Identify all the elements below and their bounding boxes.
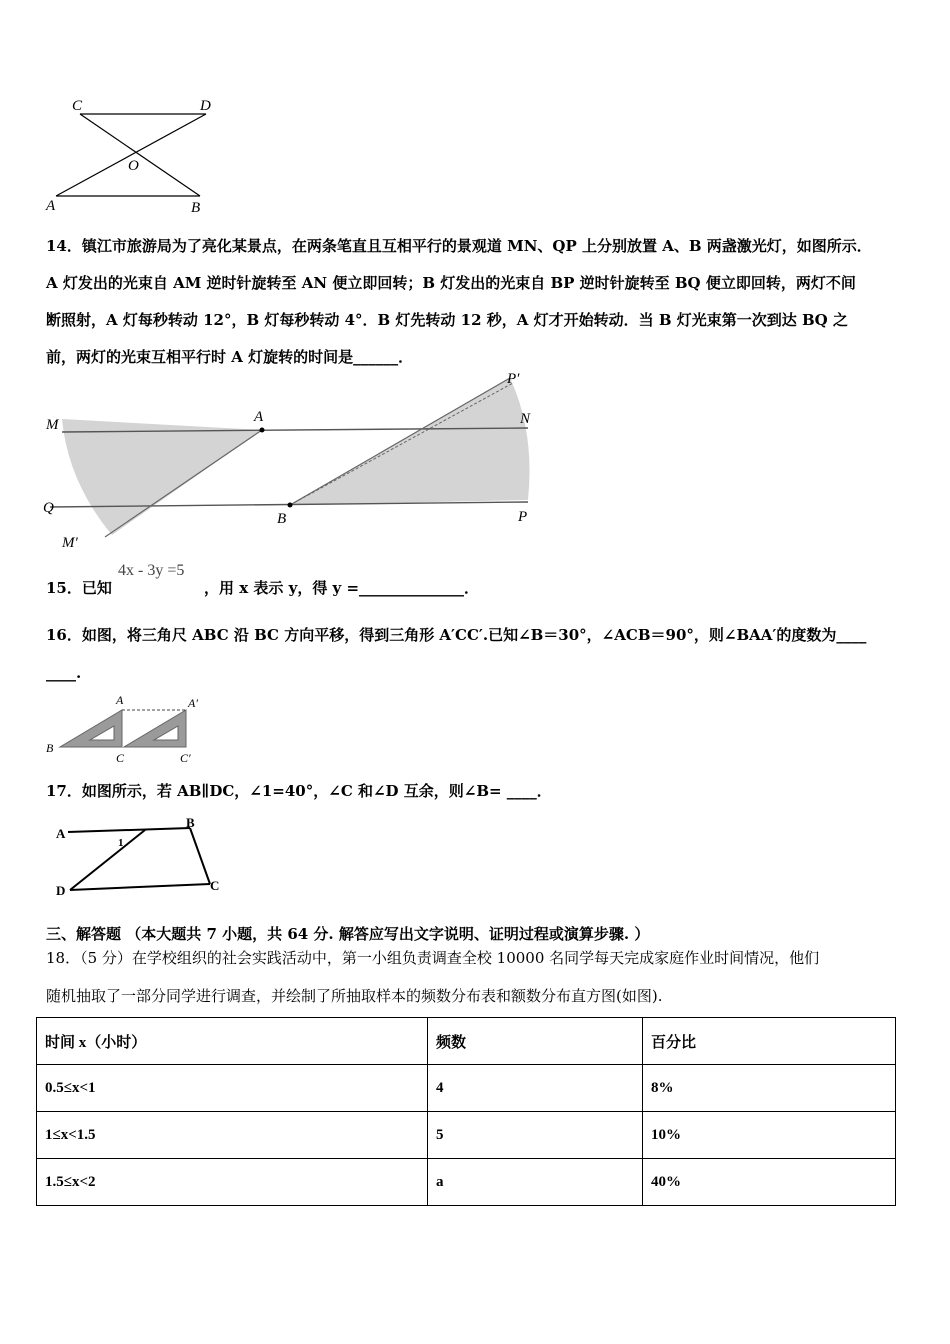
figure-q13 [40,92,220,217]
q17-text: 17．如图所示，若 AB∥DC，∠1=40°，∠C 和∠D 互余，则∠B= ____． [46,782,552,800]
label-C: C [72,98,83,114]
figure-q14 [40,372,540,552]
label-D: D [56,883,66,898]
label-A: A [46,198,56,214]
label-P: P [518,509,528,525]
q18-line2: 随机抽取了一部分同学进行调查，并绘制了所抽取样本的频数分布表和额数分布直方图(如图). [46,987,663,1005]
q15-prefix: 15．已知 [46,579,112,597]
label-D: D [200,98,211,114]
q15-equation: 4x - 3y =5 [118,562,185,579]
label-Q: Q [43,500,54,516]
label-angle-1: 1 [118,837,124,849]
header-time: 时间 x（小时） [37,1018,428,1065]
figure-q16 [40,690,220,770]
label-O: O [128,158,139,174]
cell: 8% [643,1065,896,1112]
q14-line1: 14．镇江市旅游局为了亮化某景点，在两条笔直且互相平行的景观道 MN、QP 上分别放置 A、B 两盏激光灯，如图所示． [46,237,872,255]
label-A: A [116,693,124,707]
label-P-prime: P′ [507,372,520,387]
q16-line1: 16．如图，将三角尺 ABC 沿 BC 方向平移，得到三角形 A′CC′.已知∠B＝30°，∠ACB＝90°，则∠BAA′的度数为____ [46,626,867,644]
label-B: B [186,815,195,830]
q16-line2: ____. [46,664,82,682]
cell: 1≤x<1.5 [37,1112,428,1159]
cell: a [428,1159,643,1206]
label-A: A [56,826,66,841]
label-B: B [191,200,201,216]
q14-line2: A 灯发出的光束自 AM 逆时针旋转至 AN 便立即回转；B 灯发出的光束自 BP 逆时针旋转至 BQ 便立即回转，两灯不间 [46,274,856,292]
table-row [37,1065,896,1112]
frequency-table [36,1017,896,1206]
label-C-prime: C′ [180,751,191,765]
label-A-prime: A′ [188,696,198,710]
cell: 4 [428,1065,643,1112]
label-B: B [277,511,287,527]
q14-line4: 前，两灯的光束互相平行时 A 灯旋转的时间是______． [46,348,414,366]
figure-q17 [50,814,230,904]
q14-line3: 断照射，A 灯每秒转动 12°，B 灯每秒转动 4°．B 灯先转动 12 秒，A 灯才开始转动．当 B 灯光束第一次到达 BQ 之 [46,311,848,329]
label-M: M [46,417,59,433]
cell: 40% [643,1159,896,1206]
header-frequency: 频数 [428,1018,643,1065]
label-C: C [116,751,125,765]
q15-suffix: ，用 x 表示 y，得 y =______________． [204,579,480,597]
section-3-title: 三、解答题 （本大题共 7 小题，共 64 分. 解答应写出文字说明、证明过程或演算步骤. ） [46,925,650,943]
header-percent: 百分比 [643,1018,896,1065]
q18-line1: 18．（5 分）在学校组织的社会实践活动中，第一小组负责调查全校 10000 名同学每天完成家庭作业时间情况，他们 [46,949,820,967]
cell: 1.5≤x<2 [37,1159,428,1206]
label-M-prime: M′ [62,535,78,551]
cell: 0.5≤x<1 [37,1065,428,1112]
table-row [37,1112,896,1159]
cell: 10% [643,1112,896,1159]
label-A: A [254,409,264,425]
label-C: C [210,878,220,893]
label-B: B [46,741,54,755]
label-N: N [520,411,531,427]
table-row [37,1159,896,1206]
cell: 5 [428,1112,643,1159]
table-header-row [37,1018,896,1065]
